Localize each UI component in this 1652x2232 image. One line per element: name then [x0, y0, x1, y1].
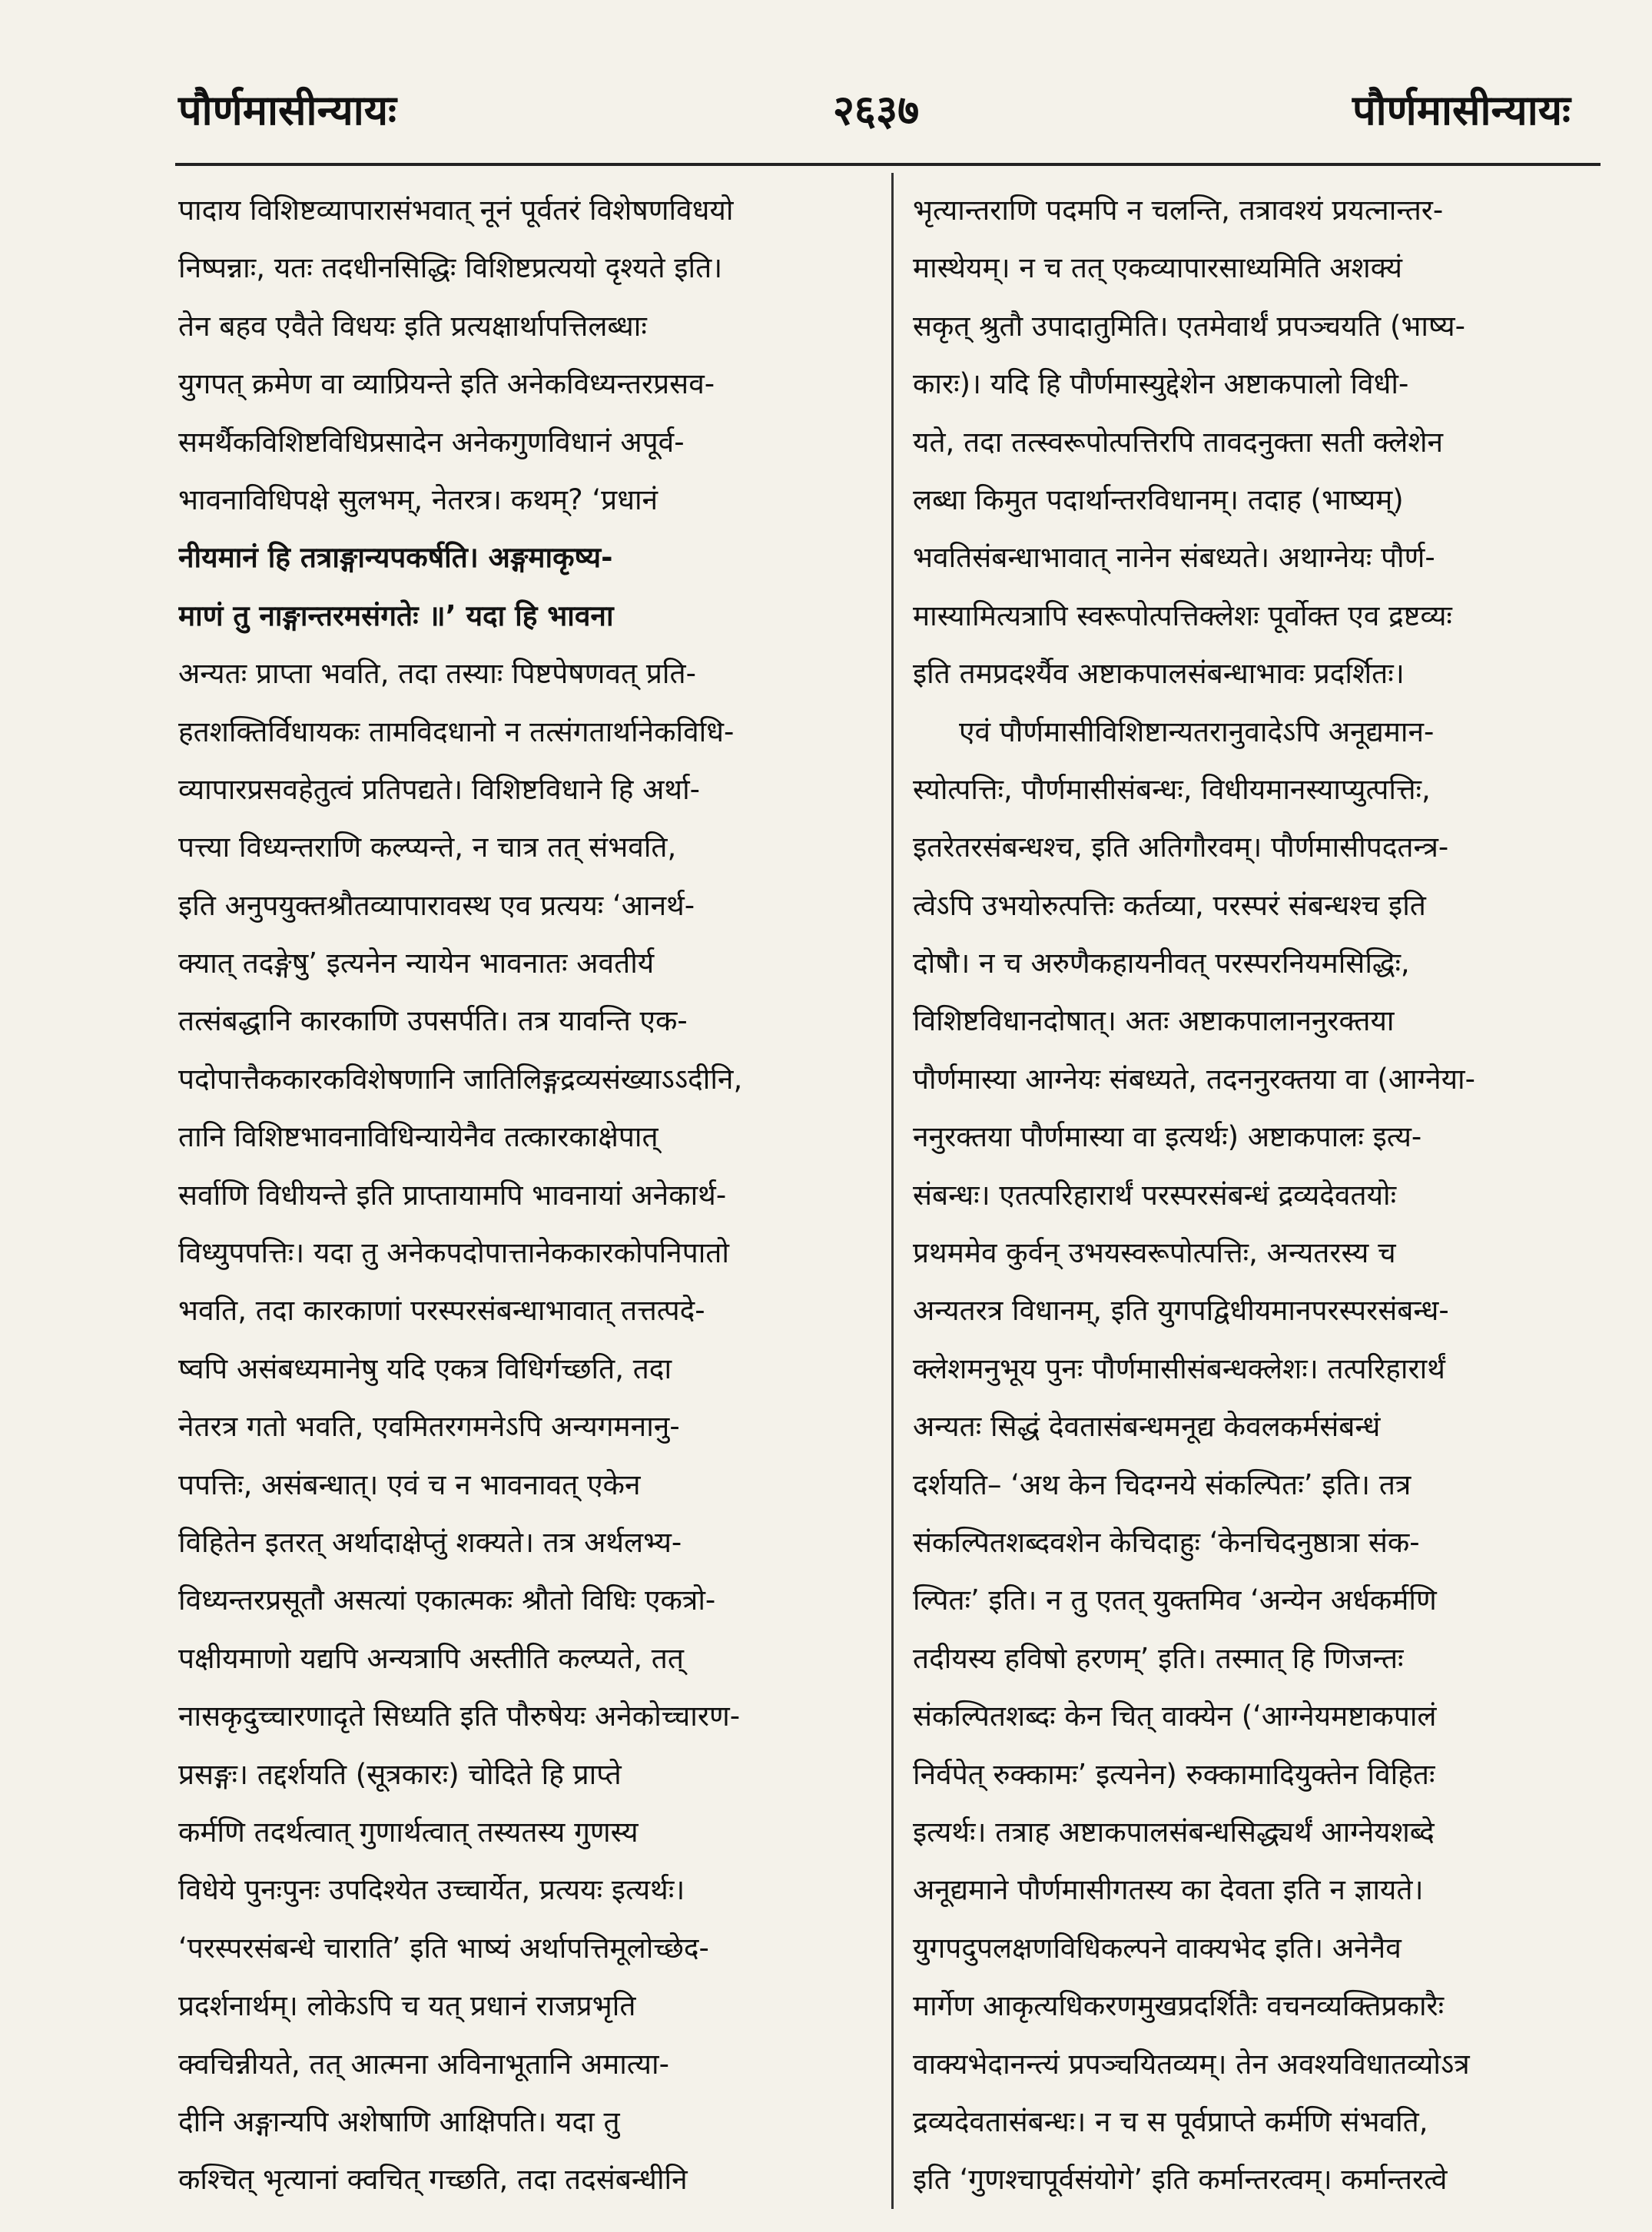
text-line: युगपत् क्रमेण वा व्याप्रियन्ते इति अनेकविध्यन्तरप्रसव-: [178, 367, 715, 401]
text-line: अन्यतः सिद्धं देवतासंबन्धमनूद्य केवलकर्मसंबन्धं: [913, 1410, 1381, 1444]
text-line: पक्षीयमाणो यद्यपि अन्यत्रापि अस्तीति कल्प्यते, तत्: [178, 1641, 684, 1675]
text-line: अन्यतः प्राप्ता भवति, तदा तस्याः पिष्टपेषणवत् प्रति-: [178, 657, 696, 691]
text-line: दोषौ। न च अरुणैकहायनीवत् परस्परनियमसिद्धिः,: [913, 947, 1410, 980]
text-line: पौर्णमास्या आग्नेयः संबध्यते, तदननुरक्तया वा (आग्नेया-: [913, 1062, 1475, 1096]
text-line: ननुरक्तया पौर्णमास्या वा इत्यर्थः) अष्टाकपालः इत्य-: [913, 1120, 1422, 1154]
text-line: नेतरत्र गतो भवति, एवमितरगमनेऽपि अन्यगमनानु-: [178, 1410, 680, 1444]
text-line: इत्यर्थः। तत्राह अष्टाकपालसंबन्धसिद्ध्यर्थं आग्नेयशब्दे: [913, 1815, 1435, 1849]
text-line: हतशक्तिर्विधायकः तामविदधानो न तत्संगतार्थानेकविधि-: [178, 715, 735, 748]
page-header: [0, 0, 1652, 177]
text-line: निर्वपेत् रुक्कामः’ इत्यनेन) रुक्कामादियुक्तेन विहितः: [913, 1757, 1435, 1791]
text-line: निष्पन्नाः, यतः तदधीनसिद्धिः विशिष्टप्रत्ययो दृश्यते इति।: [178, 251, 723, 285]
text-line: नासकृदुच्चारणादृते सिध्यति इति पौरुषेयः अनेकोच्चारण-: [178, 1700, 741, 1733]
text-line: ष्वपि असंबध्यमानेषु यदि एकत्र विधिर्गच्छति, तदा: [178, 1351, 672, 1385]
text-line: दीनि अङ्गान्यपि अशेषाणि आक्षिपति। यदा तु: [178, 2104, 620, 2138]
text-line: समर्थैकविशिष्टविधिप्रसादेन अनेकगुणविधानं अपूर्व-: [178, 425, 685, 459]
text-line: तदीयस्य हविषो हरणम्’ इति। तस्मात् हि णिजन्तः: [913, 1641, 1404, 1675]
text-line: ‘परस्परसंबन्धे चाराति’ इति भाष्यं अर्थापत्तिमूलोच्छेद-: [178, 1931, 709, 1965]
text-line: तेन बहव एवैते विधयः इति प्रत्यक्षार्थापत्तिलब्धाः: [178, 309, 647, 343]
text-line: मास्थेयम्। न च तत् एकव्यापारसाध्यमिति अशक्यं: [913, 251, 1402, 285]
text-line: पादाय विशिष्टव्यापारासंभवात् नूनं पूर्वतरं विशेषणविधयो: [178, 194, 734, 227]
text-line: प्रदर्शनार्थम्। लोकेऽपि च यत् प्रधानं राजप्रभृति: [178, 1989, 636, 2023]
text-line: लब्धा किमुत पदार्थान्तरविधानम्। तदाह (भाष्यम्): [913, 483, 1404, 516]
text-line: तत्संबद्धानि कारकाणि उपसर्पति। तत्र यावन्ति एक-: [178, 1004, 688, 1038]
header-rule: [175, 163, 1601, 166]
text-line: दर्शयति– ‘अथ केन चिदग्नये संकल्पितः’ इति। तत्र: [913, 1468, 1411, 1501]
left-column: [178, 181, 874, 2209]
text-line: सकृत् श्रुतौ उपादातुमिति। एतमेवार्थं प्रपञ्चयति (भाष्य-: [913, 309, 1465, 343]
text-line: एवं पौर्णमासीविशिष्टान्यतरानुवादेऽपि अनूद्यमान-: [959, 715, 1435, 748]
text-line: इति अनुपयुक्तश्रौतव्यापारावस्थ एव प्रत्ययः ‘आनर्थ-: [178, 888, 695, 922]
text-line: यते, तदा तत्स्वरूपोत्पत्तिरपि तावदनुक्ता सती क्लेशेन: [913, 425, 1444, 459]
text-line: पत्त्या विध्यन्तराणि कल्प्यन्ते, न चात्र तत् संभवति,: [178, 831, 677, 864]
text-line: क्यात् तदङ्गेषु’ इत्यनेन न्यायेन भावनातः अवतीर्य: [178, 947, 655, 980]
running-title-right: पौर्णमासीन्यायः: [1352, 86, 1571, 134]
text-line: त्वेऽपि उभयोरुत्पत्तिः कर्तव्या, परस्परं संबन्धश्च इति: [913, 888, 1426, 922]
text-line: पदोपात्तैककारकविशेषणानि जातिलिङ्गद्रव्यसंख्याऽऽदीनि,: [178, 1062, 743, 1096]
text-line: ल्पितः’ इति। न तु एतत् युक्तमिव ‘अन्येन अर्धकर्मणि: [913, 1584, 1437, 1617]
text-line: पपत्तिः, असंबन्धात्। एवं च न भावनावत् एकेन: [178, 1468, 641, 1501]
text-line: द्रव्यदेवतासंबन्धः। न च स पूर्वप्राप्ते कर्मणि संभवति,: [913, 2104, 1428, 2138]
text-line: प्रथममेव कुर्वन् उभयस्वरूपोत्पत्तिः, अन्यतरस्य च: [913, 1236, 1396, 1270]
text-line: विशिष्टविधानदोषात्। अतः अष्टाकपालाननुरक्तया: [913, 1004, 1395, 1038]
text-line: विहितेन इतरत् अर्थादाक्षेप्तुं शक्यते। तत्र अर्थलभ्य-: [178, 1525, 682, 1559]
text-line: विधेये पुनःपुनः उपदिश्येत उच्चार्येत, प्रत्ययः इत्यर्थः।: [178, 1873, 685, 1907]
text-line: स्योत्पत्तिः, पौर्णमासीसंबन्धः, विधीयमानस्याप्युत्पत्तिः,: [913, 772, 1431, 806]
running-title-left: पौर्णमासीन्यायः: [178, 86, 396, 134]
text-line: इति तमप्रदर्श्यैव अष्टाकपालसंबन्धाभावः प्रदर्शितः।: [913, 657, 1405, 691]
text-line: भवतिसंबन्धाभावात् नानेन संबध्यते। अथाग्नेयः पौर्ण-: [913, 541, 1435, 575]
text-line: भावनाविधिपक्षे सुलभम्, नेतरत्र। कथम्? ‘प्रधानं: [178, 483, 658, 516]
text-line: संबन्धः। एतत्परिहारार्थं परस्परसंबन्धं द्रव्यदेवतयोः: [913, 1178, 1397, 1212]
text-line: विध्युपपत्तिः। यदा तु अनेकपदोपात्तानेककारकोपनिपातो: [178, 1236, 729, 1270]
text-line: क्वचिन्नीयते, तत् आत्मना अविनाभूतानि अमात्या-: [178, 2047, 669, 2081]
text-line: विध्यन्तरप्रसूतौ असत्यां एकात्मकः श्रौतो विधिः एकत्रो-: [178, 1584, 716, 1617]
text-line: व्यापारप्रसवहेतुत्वं प्रतिपद्यते। विशिष्टविधाने हि अर्था-: [178, 772, 700, 806]
text-line: कश्चित् भृत्यानां क्वचित् गच्छति, तदा तदसंबन्धीनि: [178, 2163, 688, 2197]
text-line: इतरेतरसंबन्धश्च, इति अतिगौरवम्। पौर्णमासीपदतन्त्र-: [913, 831, 1449, 864]
text-line: भवति, तदा कारकाणां परस्परसंबन्धाभावात् तत्तत्पदे-: [178, 1294, 705, 1328]
text-line: प्रसङ्गः। तद्दर्शयति (सूत्रकारः) चोदिते हि प्राप्ते: [178, 1757, 622, 1791]
text-line: भृत्यान्तराणि पदमपि न चलन्ति, तत्रावश्यं प्रयत्नान्तर-: [913, 194, 1444, 227]
text-line: युगपदुपलक्षणविधिकल्पने वाक्यभेद इति। अनेनैव: [913, 1931, 1402, 1965]
column-divider: [891, 173, 894, 2209]
text-line: अन्यतरत्र विधानम्, इति युगपद्विधीयमानपरस्परसंबन्ध-: [913, 1294, 1449, 1328]
text-line: संकल्पितशब्दः केन चित् वाक्येन (‘आग्नेयमष्टाकपालं: [913, 1700, 1437, 1733]
text-line: संकल्पितशब्दवशेन केचिदाहुः ‘केनचिदनुष्ठात्रा संक-: [913, 1525, 1420, 1559]
text-line: मार्गेण आकृत्यधिकरणमुखप्रदर्शितैः वचनव्यक्तिप्रकारैः: [913, 1989, 1445, 2023]
text-line: अनूद्यमाने पौर्णमासीगतस्य का देवता इति न ज्ञायते।: [913, 1873, 1424, 1907]
text-line: क्लेशमनुभूय पुनः पौर्णमासीसंबन्धक्लेशः। तत्परिहारार्थं: [913, 1351, 1445, 1385]
text-line: इति ‘गुणश्चापूर्वसंयोगे’ इति कर्मान्तरत्वम्। कर्मान्तरत्वे: [913, 2163, 1448, 2197]
text-line: तानि विशिष्टभावनाविधिन्यायेनैव तत्कारकाक्षेपात्: [178, 1120, 658, 1154]
text-line: मास्यामित्यत्रापि स्वरूपोत्पत्तिक्लेशः पूर्वोक्त एव द्रष्टव्यः: [913, 599, 1452, 632]
text-line: माणं तु नाङ्गान्तरमसंगतेः ॥’ यदा हि भावना: [178, 599, 614, 632]
text-line: सर्वाणि विधीयन्ते इति प्राप्तायामपि भावनायां अनेकार्थ-: [178, 1178, 727, 1212]
text-line: नीयमानं हि तत्राङ्गान्यपकर्षति। अङ्गमाकृष्य-: [178, 541, 613, 575]
text-line: कर्मणि तदर्थत्वात् गुणार्थत्वात् तस्यतस्य गुणस्य: [178, 1815, 639, 1849]
right-column: [913, 181, 1608, 2209]
page-number: २६३७: [832, 86, 920, 134]
text-line: कारः)। यदि हि पौर्णमास्युद्देशेन अष्टाकपालो विधी-: [913, 367, 1409, 401]
text-line: वाक्यभेदानन्त्यं प्रपञ्चयितव्यम्। तेन अवश्यविधातव्योऽत्र: [913, 2047, 1470, 2081]
